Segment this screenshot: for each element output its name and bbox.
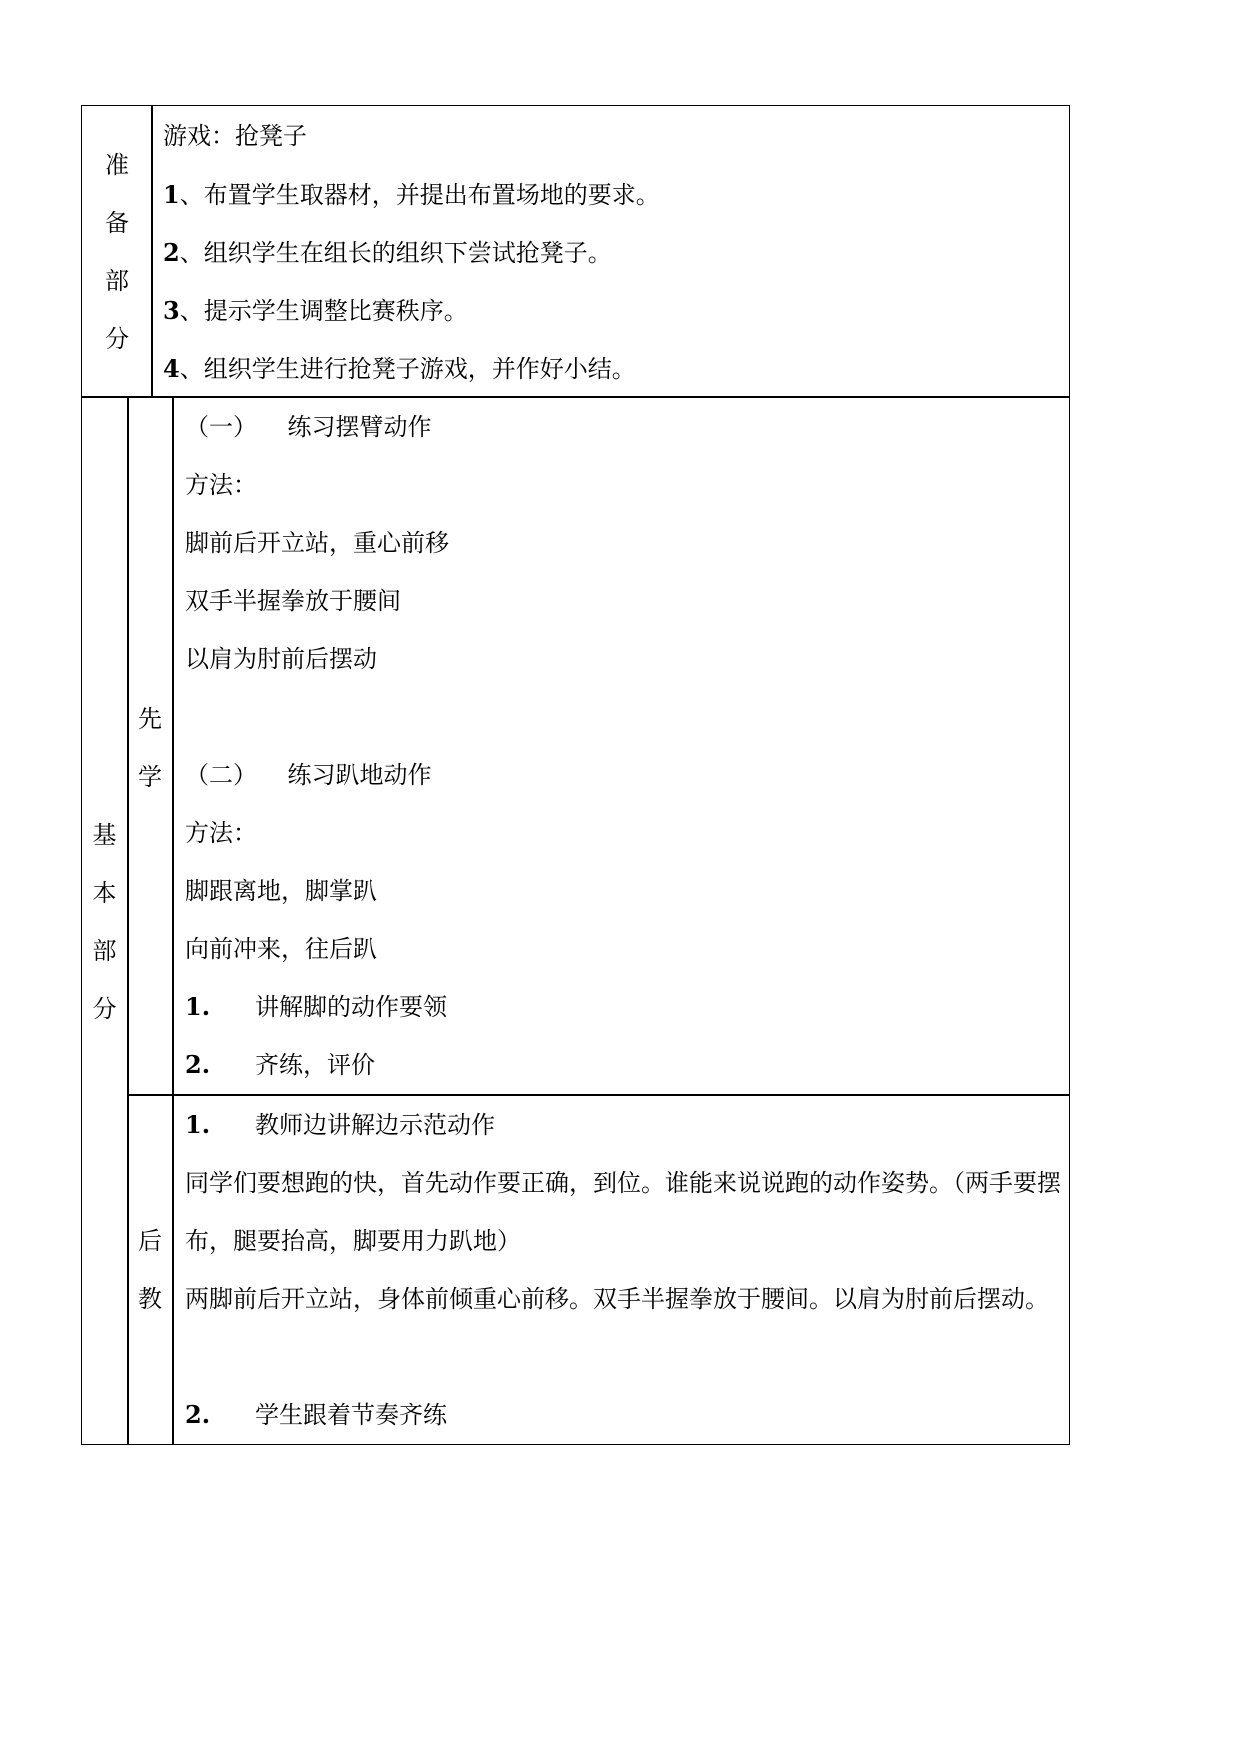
prep-label-char: 部 (105, 267, 129, 295)
basic-label-char: 分 (92, 995, 117, 1023)
prep-item-text: 、组织学生进行抢凳子游戏，并作好小结。 (179, 355, 636, 383)
section2-method: 方法： (185, 819, 257, 847)
section1-title: （一） 练习摆臂动作 (185, 413, 432, 441)
prep-item-num: 4 (163, 354, 180, 383)
prep-label-char: 分 (105, 325, 129, 353)
basic-label-char: 部 (92, 937, 117, 965)
basic-section-label (82, 806, 127, 1038)
prep-item-text: 、提示学生调整比赛秩序。 (179, 297, 468, 325)
row-divider-prep (81, 396, 1070, 398)
after-paragraph: 两脚前后开立站，身体前倾重心前移。双手半握拳放于腰间。以肩为肘前后摆动。 (185, 1285, 1049, 1313)
prep-section-label (95, 136, 139, 368)
prep-item (163, 354, 636, 384)
prep-item-text: 、布置学生取器材，并提出布置场地的要求。 (179, 181, 660, 209)
row-divider-after (127, 1094, 1070, 1096)
first-step-text: 讲解脚的动作要领 (255, 993, 447, 1021)
prep-label-char: 准 (105, 151, 129, 179)
basic-label-char: 本 (92, 879, 117, 907)
prep-item-text: 、组织学生在组长的组织下尝试抢凳子。 (179, 239, 612, 267)
after-step-num: 1. (185, 1110, 211, 1139)
first-learn-char: 学 (138, 763, 162, 791)
prep-item-num: 2 (163, 238, 180, 267)
prep-title: 游戏：抢凳子 (163, 122, 307, 150)
section1-line: 以肩为肘前后摆动 (185, 645, 377, 673)
section2-line: 向前冲来，往后趴 (185, 935, 377, 963)
first-step (185, 1050, 375, 1080)
first-step-text: 齐练，评价 (255, 1051, 375, 1079)
after-paragraph: 同学们要想跑的快，首先动作要正确，到位。谁能来说说跑的动作姿势。（两手要摆布，腿要抬高，脚要用力趴地） (185, 1169, 1061, 1255)
first-learn-label (128, 690, 172, 806)
prep-item (163, 180, 660, 210)
prep-label-char: 备 (105, 209, 129, 237)
section2-title: （二） 练习趴地动作 (185, 761, 432, 789)
first-learn-char: 先 (138, 705, 162, 733)
after-teach-label (128, 1212, 172, 1328)
basic-label-char: 基 (92, 821, 117, 849)
after-step (185, 1110, 495, 1140)
section1-line: 双手半握拳放于腰间 (185, 587, 401, 615)
first-step-num: 2. (185, 1050, 211, 1079)
col-divider-basic-sub (172, 396, 174, 1445)
prep-item (163, 296, 468, 326)
col-divider-prep (151, 105, 153, 397)
after-step-num: 2. (185, 1400, 211, 1429)
after-teach-char: 后 (138, 1227, 162, 1255)
section1-method: 方法： (185, 471, 257, 499)
prep-item (163, 238, 612, 268)
after-teach-char: 教 (138, 1285, 162, 1313)
section1-line: 脚前后开立站，重心前移 (185, 529, 449, 557)
after-step (185, 1400, 447, 1430)
prep-item-num: 3 (163, 296, 180, 325)
section2-line: 脚跟离地，脚掌趴 (185, 877, 377, 905)
prep-item-num: 1 (163, 180, 180, 209)
first-step (185, 992, 447, 1022)
after-step-text: 学生跟着节奏齐练 (255, 1401, 447, 1429)
after-step-text: 教师边讲解边示范动作 (255, 1111, 495, 1139)
first-step-num: 1. (185, 992, 211, 1021)
